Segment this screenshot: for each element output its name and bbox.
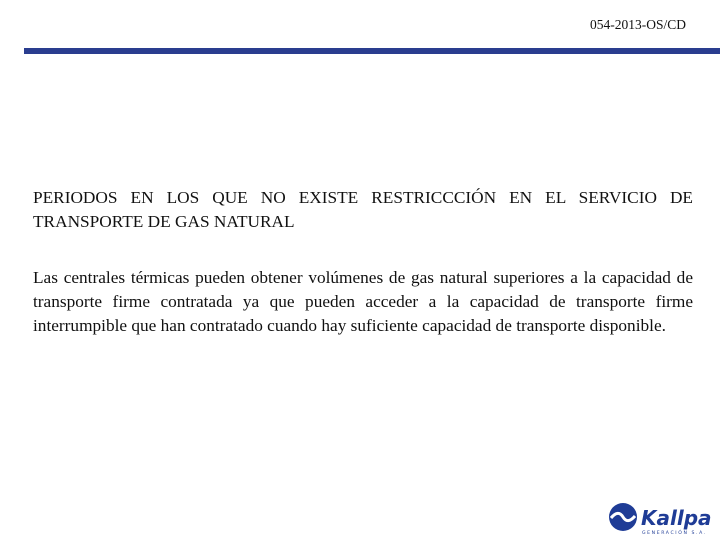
kallpa-logo-tagline: GENERACIÓN S.A.	[642, 531, 707, 536]
kallpa-logo-wordmark: Kallpa	[641, 506, 712, 530]
header-rule	[24, 48, 720, 54]
kallpa-logo-icon	[609, 503, 637, 531]
slide-title: PERIODOS EN LOS QUE NO EXISTE RESTRICCCIÓN EN EL SERVICIO DE TRANSPORTE DE GAS NATURAL	[33, 188, 693, 231]
kallpa-logo	[608, 502, 714, 536]
document-code: 054-2013-OS/CD	[589, 17, 686, 32]
slide-body-text: Las centrales térmicas pueden obtener volúmenes de gas natural superiores a la capacidad de transporte firme contratada ya que pueden acceder a la capacidad de transporte firme interrumpible que han contratado cuando hay suficiente capacidad de transporte disponible.	[33, 268, 693, 335]
